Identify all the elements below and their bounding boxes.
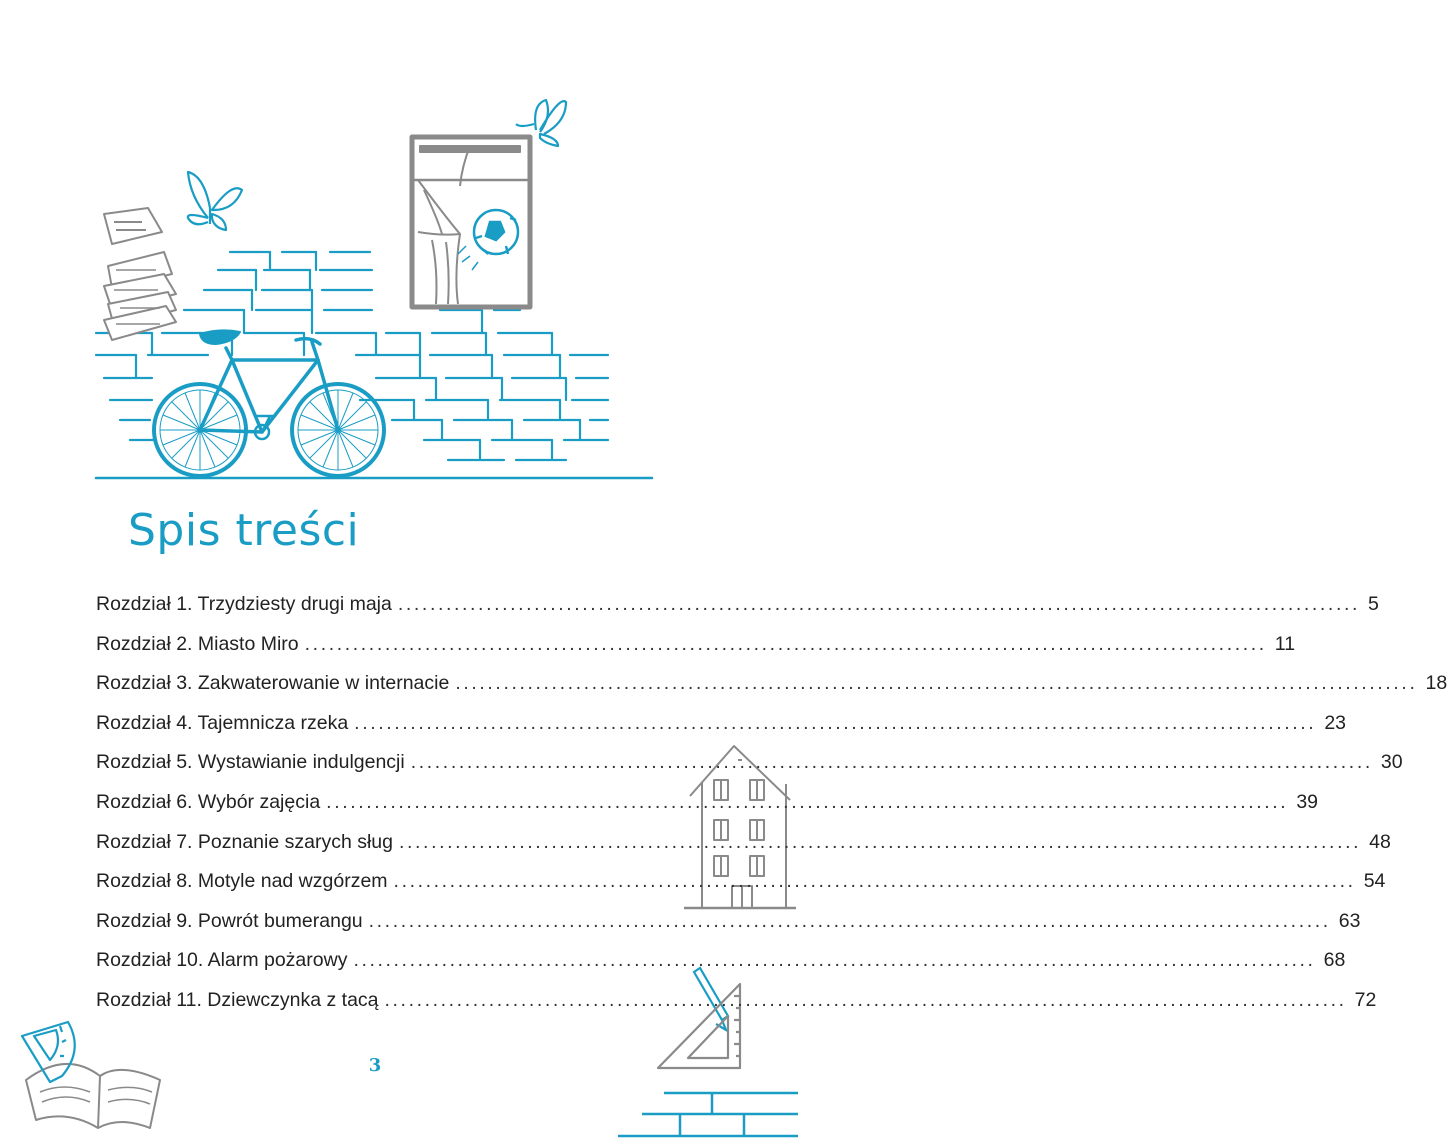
toc-dot-leader: ........................................................................................................................ [368,909,1331,932]
toc-entry-page: 30 [1380,751,1403,774]
toc-entry-page: 39 [1296,790,1319,813]
toc-dot-leader: ........................................................................................................................ [393,870,1356,893]
toc-entry-page: 72 [1354,988,1377,1011]
toc-entry [96,672,1447,712]
toc-entry [96,988,1377,1029]
football-icon [458,210,518,270]
toc-entry [96,909,1361,950]
toc-entry [96,632,1296,673]
toc-entry [96,593,1379,633]
toc-entry-page: 5 [1368,593,1379,615]
toc-entry-label: Rozdział 10. Alarm pożarowy [96,949,348,972]
toc-entry [96,751,1403,791]
toc-entry-page: 11 [1274,632,1296,655]
bicycle-icon [154,330,384,476]
papers-icon [104,208,176,340]
toc-entry [96,830,1391,871]
toc-dot-leader: ........................................................................................................................ [326,790,1289,813]
toc-entry-label: Rozdział 2. Miasto Miro [96,632,299,655]
toc-dot-leader: ........................................................................................................................ [397,593,1361,615]
toc-entry-page: 68 [1323,949,1346,972]
toc-dot-leader: ........................................................................................................................ [304,632,1267,655]
toc-entry-label: Rozdział 4. Tajemnicza rzeka [96,711,349,734]
table-of-contents [96,593,1447,1029]
toc-dot-leader: ........................................................................................................................ [384,988,1347,1011]
bottom-lines [618,1093,798,1136]
toc-dot-leader: ........................................................................................................................ [455,672,1418,695]
page-title: Spis treści [128,505,360,556]
toc-entry-label: Rozdział 3. Zakwaterowanie w internacie [96,672,450,695]
toc-entry-label: Rozdział 11. Dziewczynka z tacą [96,988,379,1011]
toc-dot-leader: ........................................................................................................................ [354,711,1317,734]
toc-entry-label: Rozdział 7. Poznanie szarych sług [96,830,393,853]
toc-entry [96,711,1347,752]
toc-dot-leader: ........................................................................................................................ [399,830,1362,853]
toc-entry-page: 48 [1369,830,1391,853]
toc-entry-label: Rozdział 5. Wystawianie indulgencji [96,751,405,774]
toc-entry [96,870,1386,910]
toc-entry [96,790,1319,831]
toc-entry-label: Rozdział 6. Wybór zajęcia [96,790,321,813]
toc-entry-page: 23 [1324,711,1347,734]
toc-entry [96,949,1346,989]
toc-entry-page: 63 [1338,909,1361,932]
toc-entry-label: Rozdział 1. Trzydziesty drugi maja [96,593,392,615]
butterfly-icon [188,100,566,230]
toc-entry-page: 54 [1363,870,1386,893]
toc-dot-leader: ........................................................................................................................ [353,949,1316,972]
toc-entry-page: 18 [1425,672,1447,695]
page-number: 3 [368,1055,382,1076]
toc-dot-leader: ........................................................................................................................ [410,751,1373,774]
toc-entry-label: Rozdział 9. Powrót bumerangu [96,909,363,932]
toc-entry-label: Rozdział 8. Motyle nad wzgórzem [96,870,388,893]
